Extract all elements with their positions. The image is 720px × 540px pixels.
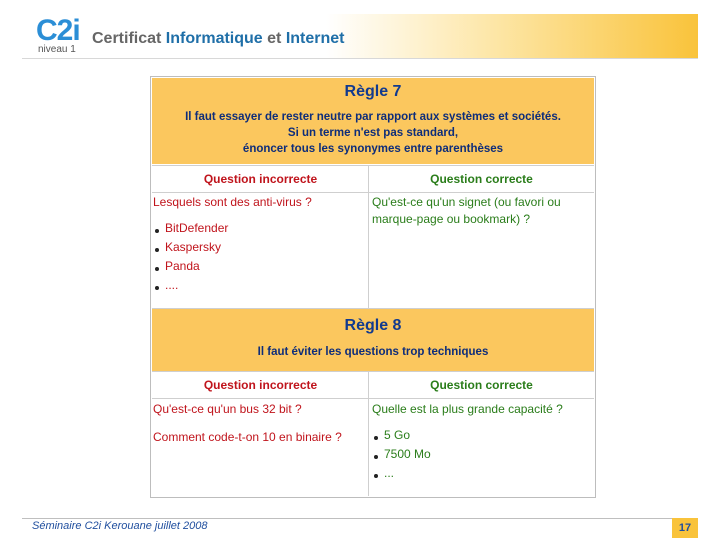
list-item: 5 Go (372, 426, 592, 445)
list-item: ... (372, 464, 592, 483)
rule-7-line-3: énoncer tous les synonymes entre parenthèses (242, 143, 504, 155)
rule-7-incorrect-list (153, 219, 365, 295)
rule-8-correct-question: Quelle est la plus grande capacité ? (372, 402, 563, 416)
page-number: 17 (672, 518, 698, 538)
rule-7-line-2: Si un terme n'est pas standard, (287, 127, 459, 139)
rule-7-correct-line-1: Qu'est-ce qu'un signet (ou favori ou (372, 195, 561, 209)
rule-7-correct-header: Question correcte (369, 165, 594, 193)
rule-7-incorrect-cell (153, 194, 365, 295)
rules-table (150, 76, 596, 498)
list-item: 7500 Mo (372, 445, 592, 464)
title-part-3: et (262, 30, 286, 47)
rule-8-correct-header: Question correcte (369, 371, 594, 399)
list-item: Panda (153, 257, 365, 276)
list-item: .... (153, 276, 365, 295)
logo-subtitle: niveau 1 (38, 44, 76, 55)
rule-7-divider (368, 165, 369, 308)
rule-8-incorrect-header: Question incorrecte (152, 371, 369, 399)
title-part-1: Certificat (92, 30, 166, 47)
rule-7-title: Règle 7 (344, 83, 402, 100)
rule-7-correct-cell (372, 194, 592, 228)
list-item: BitDefender (153, 219, 365, 238)
rule-7-banner (152, 78, 594, 164)
list-item: Kaspersky (153, 238, 365, 257)
rule-7-incorrect-header: Question incorrecte (152, 165, 369, 193)
c2i-logo (36, 16, 92, 56)
rule-8-incorrect-question-1: Qu'est-ce qu'un bus 32 bit ? (153, 402, 302, 416)
rule-8-banner (152, 308, 594, 371)
rule-8-correct-list (372, 426, 592, 483)
rule-7-correct-line-2: marque-page ou bookmark) ? (372, 212, 531, 226)
logo-text: C2i (36, 14, 80, 47)
rule-8-title: Règle 8 (344, 317, 402, 334)
title-part-2: Informatique (165, 30, 263, 47)
rule-8-divider (368, 371, 369, 496)
footer-text: Séminaire C2i Kerouane juillet 2008 (32, 520, 208, 532)
rule-7-incorrect-question: Lesquels sont des anti-virus ? (153, 195, 312, 209)
title-part-4: Internet (285, 30, 345, 47)
rule-8-line-1: Il faut éviter les questions trop techniques (257, 346, 489, 358)
page-title (92, 30, 344, 48)
rule-8-incorrect-question-2: Comment code-t-on 10 en binaire ? (153, 430, 342, 444)
rule-8-correct-cell (372, 401, 592, 483)
rule-8-incorrect-cell (153, 401, 365, 446)
rule-7-line-1: Il faut essayer de rester neutre par rapport aux systèmes et sociétés. (185, 111, 561, 123)
